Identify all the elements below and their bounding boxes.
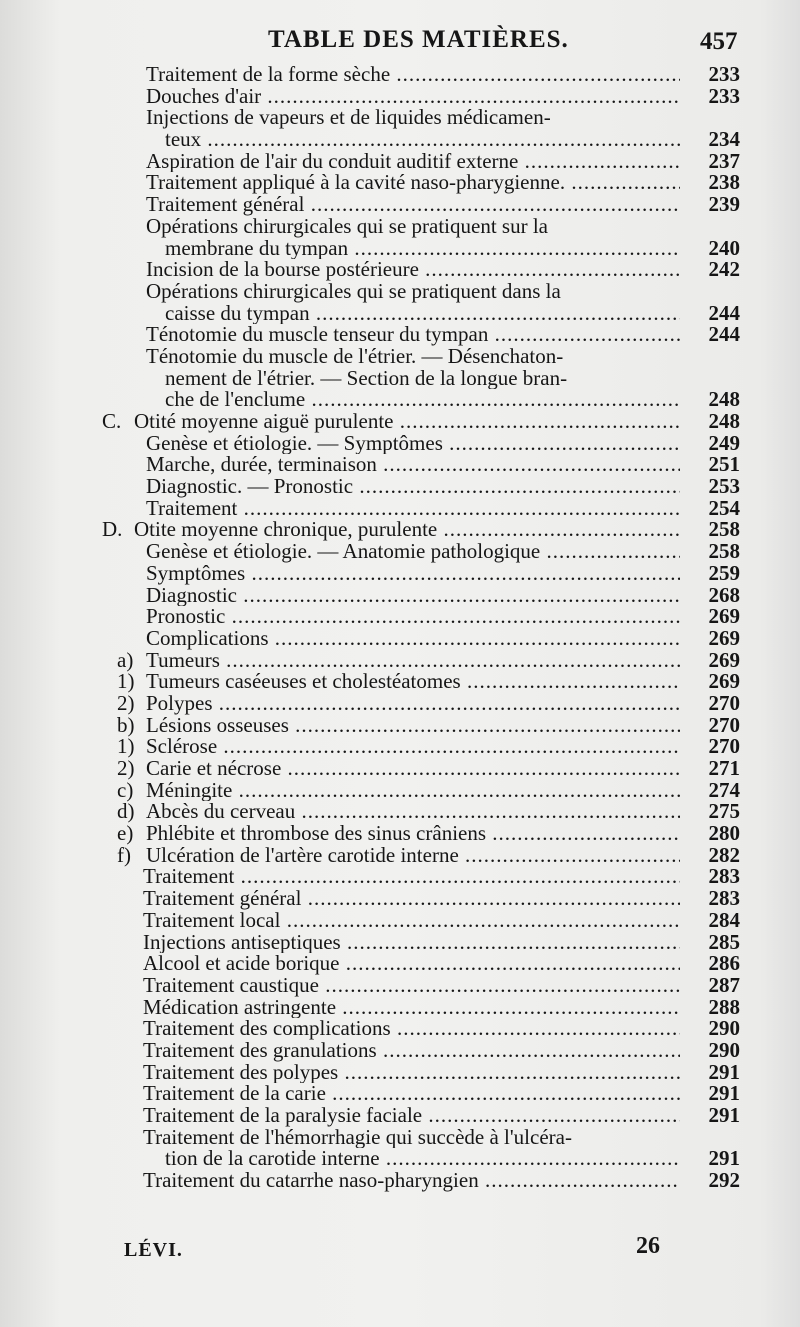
toc-entry	[0, 606, 800, 628]
toc-entry-page: 286	[708, 951, 740, 976]
toc-entry-page: 291	[708, 1059, 740, 1084]
toc-entry-title: tion de la carotide interne .....	[165, 1148, 680, 1170]
toc-entry-title: caisse du tympan .....	[165, 303, 680, 325]
toc-entry-page: 248	[708, 387, 740, 412]
printer-signature: LÉVI.	[124, 1239, 183, 1261]
toc-entry	[0, 476, 800, 498]
toc-entry-title: Traitement de la carie .....	[143, 1083, 680, 1105]
toc-entry	[0, 519, 800, 541]
toc-entry-title: Traitement général .....	[143, 888, 680, 910]
toc-entry	[0, 1037, 800, 1062]
toc-entry-page: 269	[708, 625, 740, 650]
toc-entry-page: 234	[708, 127, 740, 152]
toc-entry	[0, 671, 800, 693]
toc-entry-page: 249	[708, 430, 740, 455]
toc-entry	[0, 495, 800, 520]
toc-entry-title: teux .....	[165, 129, 680, 151]
toc-entry	[0, 1083, 800, 1105]
toc-entry	[0, 368, 800, 390]
toc-entry	[0, 541, 800, 563]
toc-entry-page: 290	[708, 1016, 740, 1041]
toc-entry-title: Genèse et étiologie. — Symptômes .....	[146, 433, 680, 455]
toc-entry-page: 269	[708, 669, 740, 694]
toc-entry-page: 237	[708, 148, 740, 173]
toc-entry-title: Injections antiseptiques .....	[143, 932, 680, 954]
toc-entry	[0, 1170, 800, 1192]
toc-entry	[0, 560, 800, 585]
toc-entry-page: 248	[708, 409, 740, 433]
toc-entry-page: 283	[708, 864, 740, 889]
toc-entry-title: Ulcération de l'artère carotide interne .....	[146, 845, 680, 867]
toc-entry-marker: 2)	[117, 690, 135, 715]
toc-entry	[0, 842, 800, 867]
toc-entry-marker: e)	[117, 821, 134, 846]
toc-entry-title: Pronostic .....	[146, 606, 680, 628]
toc-entry-page: 238	[708, 170, 740, 195]
toc-entry-title: Traitement du catarrhe naso-pharyngien .....	[143, 1170, 680, 1192]
page-number: 457	[700, 28, 738, 55]
toc-entry-page: 268	[708, 582, 740, 607]
toc-entry-title: nement de l'étrier. — Section de la longue bran-	[165, 367, 568, 390]
toc-entry-page: 287	[708, 972, 740, 997]
toc-entry-title: Médication astringente .....	[143, 997, 680, 1019]
toc-entry-title: Traitement .....	[143, 866, 680, 888]
toc-entry	[0, 259, 800, 281]
toc-entry-page: 284	[708, 907, 740, 932]
toc-entry	[0, 389, 800, 411]
toc-entry-page: 274	[708, 777, 740, 802]
toc-entry-marker: b)	[117, 712, 135, 737]
toc-entry-page: 233	[708, 83, 740, 108]
toc-entry-page: 233	[708, 62, 740, 86]
toc-entry	[0, 647, 800, 672]
toc-entry-title: Carie et nécrose .....	[146, 758, 680, 780]
toc-entry-page: 244	[708, 300, 740, 325]
toc-entry-title: Diagnostic .....	[146, 585, 680, 607]
page-header	[0, 22, 800, 62]
toc-entry	[0, 953, 800, 975]
toc-entry	[0, 994, 800, 1019]
toc-entry-page: 291	[708, 1146, 740, 1171]
toc-entry-title: che de l'enclume .....	[165, 389, 680, 411]
toc-entry	[0, 1059, 800, 1084]
toc-entry-marker: d)	[117, 799, 135, 824]
toc-entry-title: Incision de la bourse postérieure .....	[146, 259, 680, 281]
toc-entry	[0, 866, 800, 888]
toc-entry	[0, 929, 800, 954]
toc-entry	[0, 148, 800, 173]
toc-entry-title: Injections de vapeurs et de liquides médicamen-	[146, 107, 551, 130]
toc-entry-title: Traitement des polypes .....	[143, 1062, 680, 1084]
toc-entry-page: 290	[708, 1037, 740, 1062]
toc-entry	[0, 324, 800, 346]
toc-entry	[0, 712, 800, 737]
toc-entry-page: 270	[708, 690, 740, 715]
toc-entry	[0, 454, 800, 476]
toc-entry-title: Otite moyenne chronique, purulente .....	[134, 519, 680, 541]
toc-entry-title: Phlébite et thrombose des sinus crâniens .....	[146, 823, 680, 845]
toc-entry	[0, 582, 800, 607]
toc-entry-title: Polypes .....	[146, 693, 680, 715]
toc-entry-title: Traitement de la forme sèche .....	[146, 64, 680, 86]
toc-entry	[0, 625, 800, 650]
toc-entry-title: Traitement caustique .....	[143, 975, 680, 997]
toc-entry-page: 275	[708, 799, 740, 824]
toc-entry-page: 280	[708, 821, 740, 846]
toc-entry-page: 239	[708, 192, 740, 217]
toc-entry-title: Traitement .....	[146, 498, 680, 520]
toc-entry-page: 282	[708, 842, 740, 867]
toc-entry	[0, 281, 800, 303]
toc-entry-title: Traitement de l'hémorrhagie qui succède à l'ulcéra-	[143, 1126, 572, 1149]
toc-entry-title: Douches d'air .....	[146, 86, 680, 108]
toc-entry-page: 270	[708, 734, 740, 759]
toc-entry-title: Méningite .....	[146, 780, 680, 802]
toc-entry-title: Abcès du cerveau .....	[146, 801, 680, 823]
toc-entry-title: Otité moyenne aiguë purulente .....	[134, 411, 680, 433]
toc-entry-page: 259	[708, 560, 740, 585]
toc-entry	[0, 1018, 800, 1040]
toc-entry-marker: 2)	[117, 756, 135, 780]
toc-entry-title: Complications .....	[146, 628, 680, 650]
toc-entry-title: Diagnostic. — Pronostic .....	[146, 476, 680, 498]
toc-entry-page: 291	[708, 1081, 740, 1106]
toc-entry-title: Traitement des complications .....	[143, 1018, 680, 1040]
toc-entry-marker: 1)	[117, 734, 135, 759]
toc-entry	[0, 777, 800, 802]
toc-entry-title: Sclérose .....	[146, 736, 680, 758]
toc-entry-page: 285	[708, 929, 740, 954]
toc-entry-marker: c)	[117, 777, 134, 802]
toc-entry	[0, 411, 800, 433]
toc-entry-title: Tumeurs .....	[146, 650, 680, 672]
toc-entry-title: Ténotomie du muscle de l'étrier. — Désenchaton-	[146, 345, 564, 368]
table-of-contents	[0, 64, 800, 1192]
signature-number: 26	[636, 1233, 660, 1259]
toc-entry	[0, 823, 800, 845]
toc-entry-page: 270	[708, 712, 740, 737]
page-footer	[0, 1233, 800, 1273]
running-title: TABLE DES MATIÈRES.	[268, 26, 569, 53]
toc-entry-title: Opérations chirurgicales qui se pratiquent sur la	[146, 215, 548, 238]
toc-entry-page: 258	[708, 539, 740, 564]
toc-entry-title: Traitement général .....	[146, 194, 680, 216]
toc-entry-title: Marche, durée, terminaison .....	[146, 454, 680, 476]
toc-entry-title: Alcool et acide borique .....	[143, 953, 680, 975]
toc-entry-title: Symptômes .....	[146, 563, 680, 585]
toc-entry-page: 269	[708, 647, 740, 672]
toc-entry	[0, 736, 800, 758]
toc-entry-marker: C.	[102, 409, 122, 433]
toc-entry-title: Lésions osseuses .....	[146, 715, 680, 737]
toc-entry-page: 244	[708, 322, 740, 347]
toc-entry-page: 258	[708, 517, 740, 542]
toc-entry-page: 254	[708, 495, 740, 520]
toc-entry	[0, 64, 800, 86]
toc-entry	[0, 1105, 800, 1127]
toc-entry-page: 292	[708, 1168, 740, 1193]
toc-entry-title: Tumeurs caséeuses et cholestéatomes .....	[146, 671, 680, 693]
toc-entry	[0, 972, 800, 997]
toc-entry-page: 253	[708, 474, 740, 499]
toc-entry	[0, 194, 800, 216]
toc-entry-page: 291	[708, 1103, 740, 1127]
toc-entry	[0, 758, 800, 780]
toc-entry-title: Traitement de la paralysie faciale .....	[143, 1105, 680, 1127]
toc-entry-page: 251	[708, 452, 740, 477]
toc-entry	[0, 172, 800, 194]
toc-entry	[0, 300, 800, 325]
toc-entry-title: Traitement local .....	[143, 910, 680, 932]
toc-entry-title: Traitement des granulations .....	[143, 1040, 680, 1062]
toc-entry-page: 269	[708, 604, 740, 629]
toc-entry-marker: 1)	[117, 669, 135, 694]
toc-entry	[0, 216, 800, 238]
toc-entry	[0, 690, 800, 715]
toc-entry-marker: f)	[117, 842, 131, 867]
toc-entry	[0, 430, 800, 455]
toc-entry	[0, 907, 800, 932]
toc-entry	[0, 1148, 800, 1170]
toc-entry-page: 240	[708, 235, 740, 260]
toc-entry-marker: a)	[117, 647, 134, 672]
toc-entry	[0, 235, 800, 260]
toc-entry	[0, 801, 800, 823]
toc-entry	[0, 888, 800, 910]
toc-entry-title: Traitement appliqué à la cavité naso-pharygienne. .....	[146, 172, 680, 194]
toc-entry-title: Aspiration de l'air du conduit auditif externe .....	[146, 151, 680, 173]
toc-entry	[0, 1127, 800, 1149]
toc-entry	[0, 83, 800, 108]
toc-entry-page: 242	[708, 257, 740, 282]
toc-entry	[0, 129, 800, 151]
toc-entry-marker: D.	[102, 517, 123, 542]
toc-entry-page: 283	[708, 886, 740, 911]
toc-entry-title: Opérations chirurgicales qui se pratiquent dans la	[146, 280, 561, 303]
toc-entry	[0, 346, 800, 368]
toc-entry-title: Genèse et étiologie. — Anatomie pathologique .....	[146, 541, 680, 563]
toc-entry-page: 271	[708, 756, 740, 780]
toc-entry	[0, 107, 800, 129]
toc-entry-title: Ténotomie du muscle tenseur du tympan .....	[146, 324, 680, 346]
toc-entry-title: membrane du tympan .....	[165, 238, 680, 260]
toc-entry-page: 288	[708, 994, 740, 1019]
